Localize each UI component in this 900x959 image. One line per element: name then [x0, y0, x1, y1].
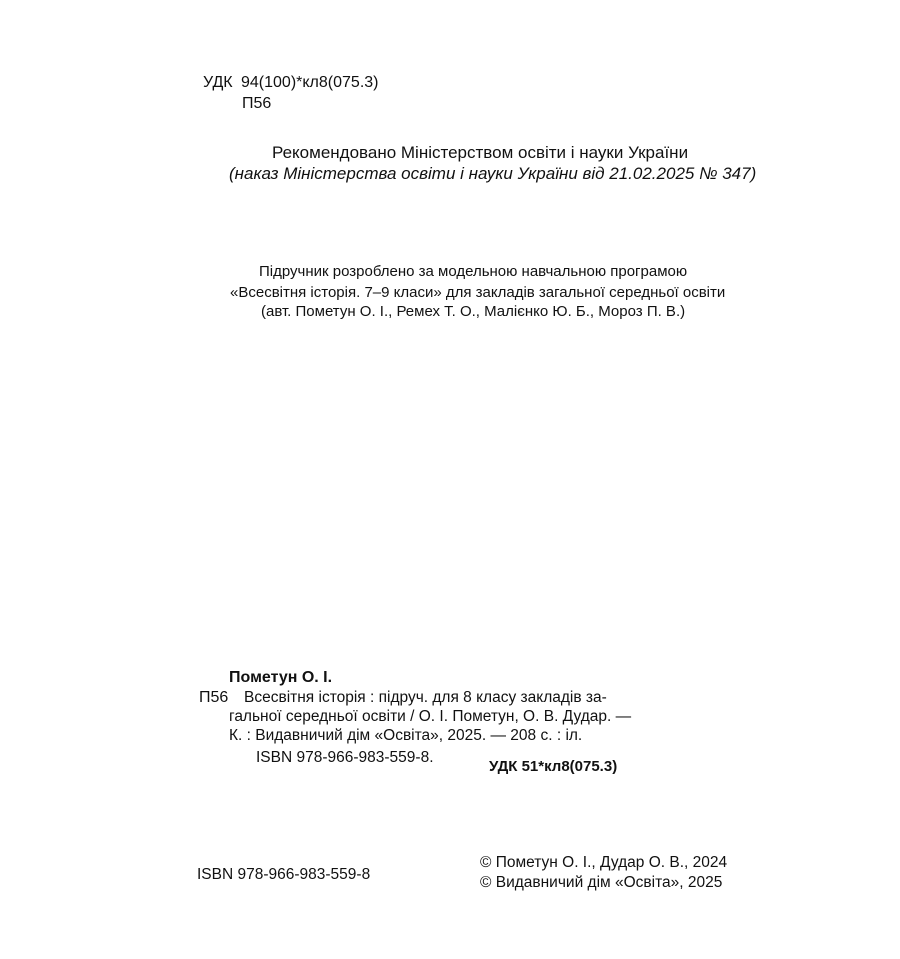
copyright-authors: © Пометун О. І., Дудар О. В., 2024 — [480, 854, 728, 871]
program-note-line-3: (авт. Пометун О. І., Ремех Т. О., Малієнко Ю. Б., Мороз П. В.) — [261, 303, 686, 320]
catalog-card-line-2: гальної середньої освіти / О. І. Пометун, О. В. Дудар. — — [229, 708, 632, 725]
catalog-card-line-1: Всесвітня історія : підруч. для 8 класу закладів за- — [244, 689, 607, 706]
program-note-line-2: «Всесвітня історія. 7–9 класи» для закладів загальної середньої освіти — [230, 284, 726, 301]
catalog-card-isbn: ISBN 978-966-983-559-8. — [256, 749, 434, 766]
catalog-card-udc: УДК 51*кл8(075.3) — [489, 758, 618, 775]
catalog-card-line-3: К. : Видавничий дім «Освіта», 2025. — 208 с. : іл. — [229, 727, 583, 744]
program-note-line-1: Підручник розроблено за модельною навчальною програмою — [259, 263, 688, 280]
author-mark: П56 — [242, 95, 272, 112]
recommendation-line-2: (наказ Міністерства освіти і науки України від 21.02.2025 № 347) — [229, 164, 757, 183]
catalog-card-mark: П56 — [199, 689, 229, 706]
copyright-publisher: © Видавничий дім «Освіта», 2025 — [480, 874, 723, 891]
udc-label: УДК — [203, 74, 233, 91]
footer-isbn: ISBN 978-966-983-559-8 — [197, 866, 371, 883]
udc-code: 94(100)*кл8(075.3) — [241, 74, 379, 91]
catalog-card-author: Пометун О. І. — [229, 669, 333, 686]
recommendation-line-1: Рекомендовано Міністерством освіти і науки України — [272, 143, 689, 162]
